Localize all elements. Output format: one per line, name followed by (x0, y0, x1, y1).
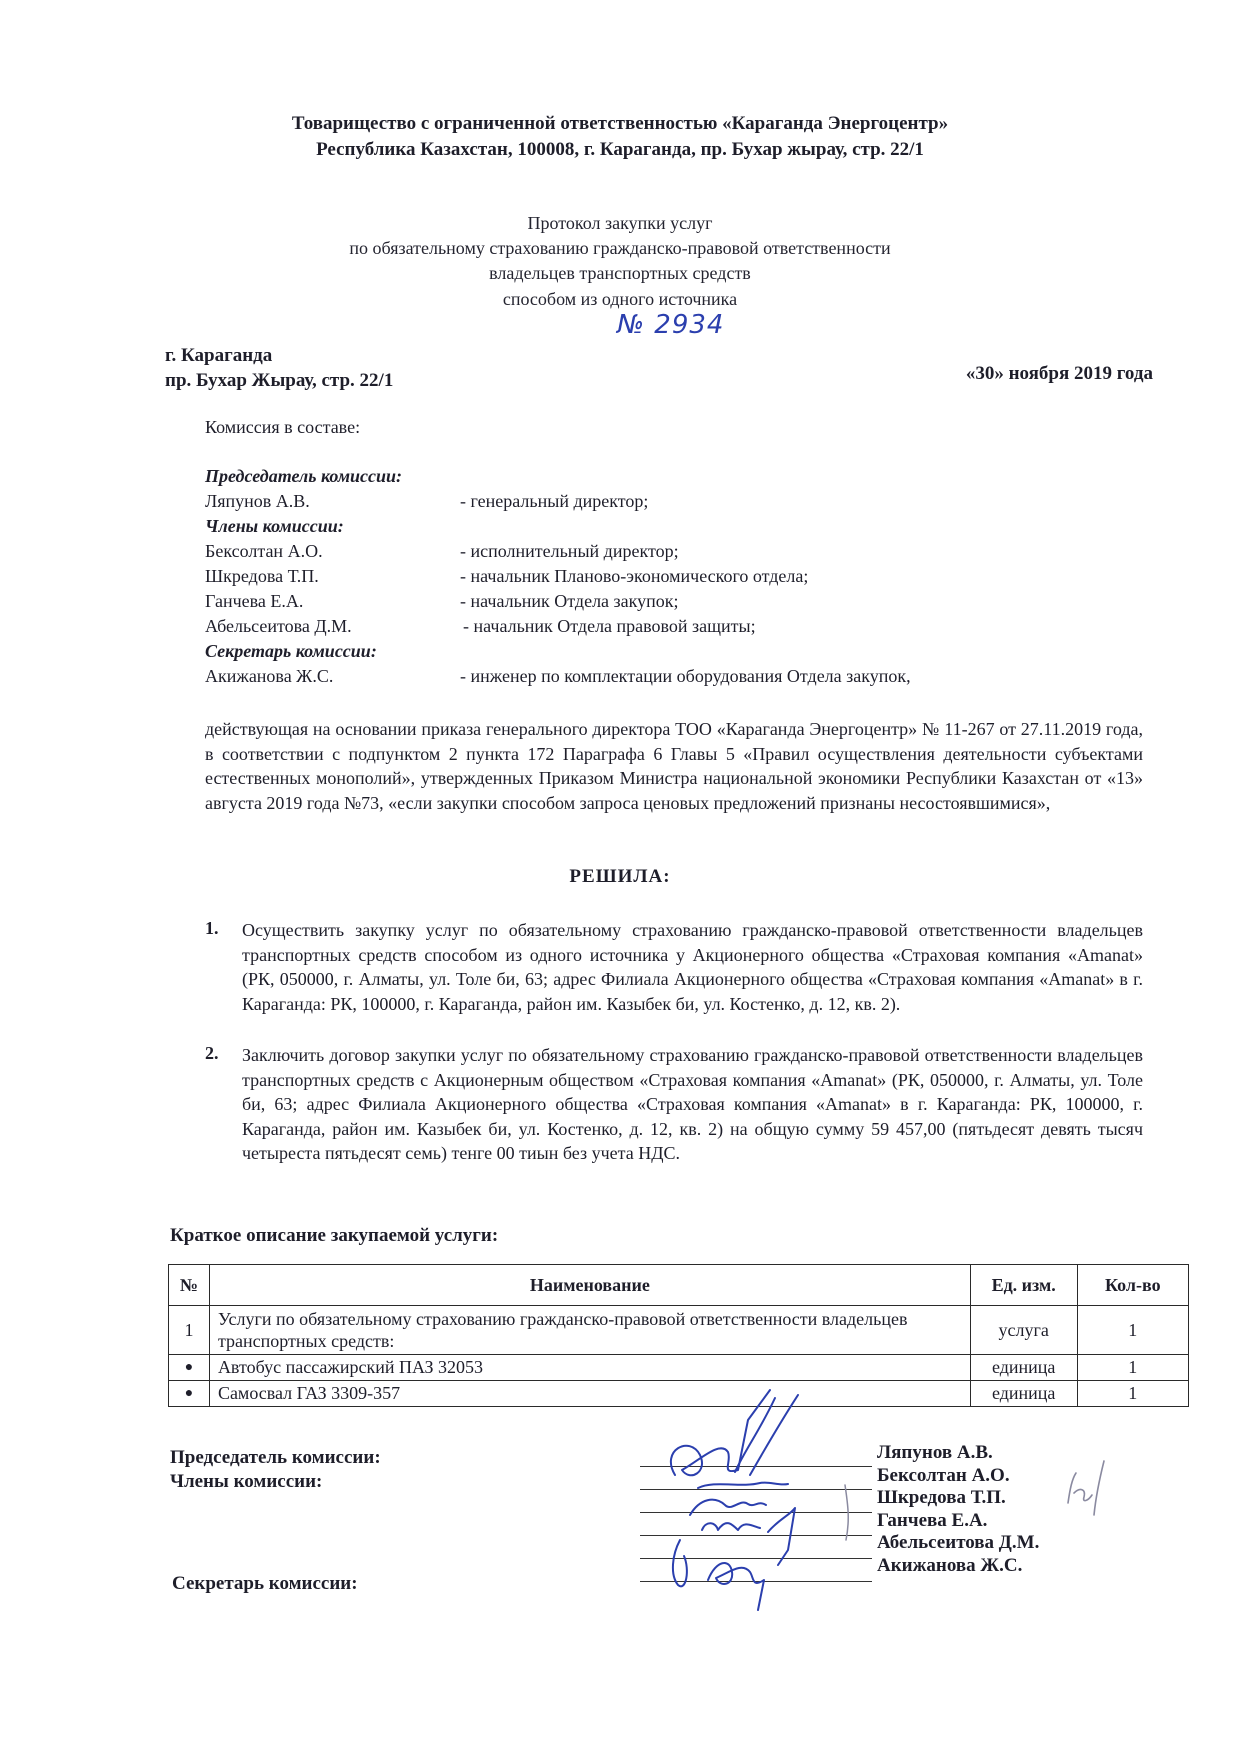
row-qty: 1 (1077, 1381, 1188, 1407)
decision-text: Осуществить закупку услуг по обязательному страхованию гражданско-правовой ответственности владельцев транспортных средств способом из одного источника у Акционерного общества «Страховая компания «Amanat» (РК, 050000, г. Алматы, ул. Толе би, 63; адрес Филиала Акционерного общества «Страховая компания «Amanat» в г. Караганда: РК, 100000, г. Караганда, район им. Казыбек би, ул. Костенко, д. 12, кв. 2). (242, 920, 1143, 1014)
signatory-names (877, 1442, 1039, 1577)
decision-number: 1. (205, 918, 219, 938)
protocol-subtitle-2: владельцев транспортных средств (489, 263, 751, 283)
member-position: - начальник Отдела закупок; (460, 591, 679, 611)
handwritten-protocol-number: № 2934 (617, 310, 725, 340)
row-qty: 1 (1077, 1355, 1188, 1381)
row-unit: единица (970, 1381, 1077, 1407)
row-unit: услуга (970, 1306, 1077, 1355)
row-qty: 1 (1077, 1306, 1188, 1355)
col-header-qty: Кол-во (1077, 1265, 1188, 1306)
signatory-name: Акижанова Ж.С. (877, 1554, 1023, 1576)
signatory-name: Ганчева Е.А. (877, 1509, 988, 1531)
row-name: Услуги по обязательному страхованию гражданско-правовой ответственности владельцев транспортных средств: (209, 1306, 970, 1355)
row-bullet: ● (169, 1381, 210, 1407)
signature-chair-label: Председатель комиссии: (170, 1447, 381, 1468)
row-number: 1 (169, 1306, 210, 1355)
decision-text: Заключить договор закупки услуг по обязательному страхованию гражданско-правовой ответственности владельцев транспортных средств с Акционерным обществом «Страховая компания «Amanat» (РК, 050000, г. Алматы, ул. Толе би, 63; адрес Филиала Акционерного общества «Страховая компания «Amanat» в г. Караганда: РК, 100000, г. Караганда, район им. Казыбек би, ул. Костенко, д. 12, кв. 2) на общую сумму 59 457,00 (пятьдесят девять тысяч четыреста пятьдесят семь) тенге 00 тиын без учета НДС. (242, 1045, 1143, 1163)
signatory-name: Абельсеитова Д.М. (877, 1532, 1040, 1553)
member-position: - исполнительный директор; (460, 541, 679, 561)
member-name: Абельсеитова Д.М. (205, 616, 352, 636)
table-header-row (169, 1265, 1189, 1306)
commission-intro: Комиссия в составе: (205, 417, 361, 437)
protocol-date: «30» ноября 2019 года (965, 363, 1153, 384)
row-bullet: ● (169, 1355, 210, 1381)
decided-heading: РЕШИЛА: (569, 866, 671, 887)
signatory-name: Ляпунов А.В. (877, 1442, 993, 1463)
table-row (169, 1355, 1189, 1381)
row-name: Самосвал ГАЗ 3309-357 (209, 1381, 970, 1407)
member-name: Бексолтан А.О. (205, 541, 323, 561)
member-position: - начальник Планово-экономического отдела; (460, 566, 809, 586)
chair-position: - генеральный директор; (460, 491, 649, 511)
initials-mark-icon (1058, 1455, 1118, 1525)
basis-paragraph: действующая на основании приказа генерального директора ТОО «Караганда Энергоцентр» № 11-267 от 27.11.2019 года, в соответствии с подпунктом 2 пункта 172 Параграфа 6 Главы 5 «Правил осуществления деятельности субъектами естественных монополий», утвержденных Приказом Министра национальной экономики Республики Казахстан от «13» августа 2019 года №73, «если закупки способом запроса ценовых предложений признаны несостоявшимися», (205, 719, 1143, 813)
chair-heading: Председатель комиссии: (205, 466, 403, 486)
short-description-heading: Краткое описание закупаемой услуги: (170, 1225, 499, 1246)
company-name: Товарищество с ограниченной ответственностью «Караганда Энергоцентр» (291, 113, 949, 134)
row-unit: единица (970, 1355, 1077, 1381)
table-row (169, 1306, 1189, 1355)
col-header-number: № (169, 1265, 210, 1306)
signatory-name: Шкредова Т.П. (877, 1487, 1006, 1508)
place-address: пр. Бухар Жырау, стр. 22/1 (165, 370, 394, 391)
secretary-name: Акижанова Ж.С. (205, 666, 334, 686)
signature-secretary-label: Секретарь комиссии: (172, 1573, 358, 1594)
col-header-unit: Ед. изм. (970, 1265, 1077, 1306)
company-address: Республика Казахстан, 100008, г. Караганда, пр. Бухар жырау, стр. 22/1 (316, 139, 924, 160)
row-name: Автобус пассажирский ПАЗ 32053 (209, 1355, 970, 1381)
member-name: Шкредова Т.П. (205, 566, 319, 586)
member-name: Ганчева Е.А. (205, 591, 304, 611)
members-heading: Члены комиссии: (205, 516, 344, 536)
member-position: - начальник Отдела правовой защиты; (463, 616, 756, 636)
protocol-subtitle-1: по обязательному страхованию гражданско-правовой ответственности (349, 238, 891, 258)
col-header-name: Наименование (209, 1265, 970, 1306)
secretary-position: - инженер по комплектации оборудования Отдела закупок, (460, 666, 911, 686)
protocol-subtitle-3: способом из одного источника (502, 289, 738, 309)
place-city: г. Караганда (165, 345, 273, 366)
signature-members-label: Члены комиссии: (170, 1471, 323, 1492)
chair-name: Ляпунов А.В. (205, 491, 310, 511)
protocol-title: Протокол закупки услуг (527, 213, 713, 233)
decision-number: 2. (205, 1043, 219, 1063)
handwritten-signatures-icon (620, 1380, 880, 1620)
secretary-heading: Секретарь комиссии: (205, 641, 377, 661)
signatory-name: Бексолтан А.О. (877, 1464, 1010, 1486)
